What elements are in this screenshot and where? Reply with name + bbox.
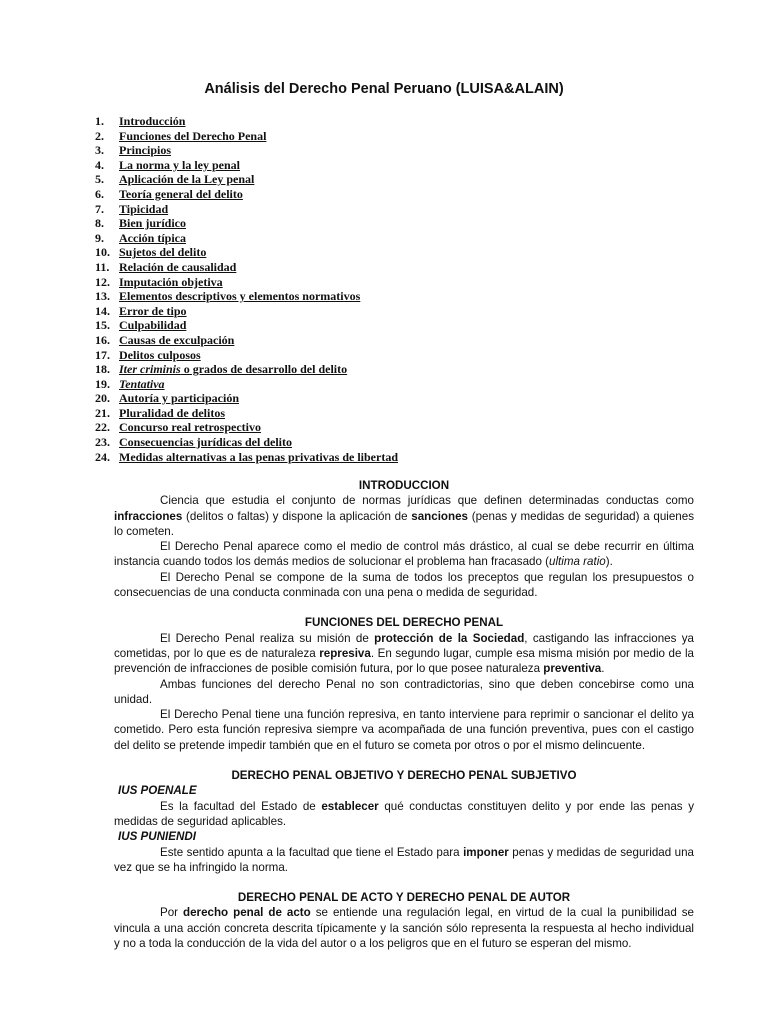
toc-item-text: Autoría y participación	[119, 391, 239, 406]
toc-item-number: 4.	[95, 157, 104, 172]
section-heading-acto-autor: DERECHO PENAL DE ACTO Y DERECHO PENAL DE AUTOR	[237, 891, 571, 905]
text-run: . En segundo lugar, cumple esa misma misión por medio de la prevención de infracciones de posible comisión futura, por lo que posee naturaleza	[114, 646, 695, 676]
subheading-ius-puniendi: IUS PUNIENDI	[118, 830, 196, 844]
toc-item-text: Imputación objetiva	[119, 274, 223, 289]
toc-item-text: Consecuencias jurídicas del delito	[119, 435, 292, 450]
toc-item-link[interactable]	[119, 377, 165, 391]
toc-item[interactable]	[95, 260, 398, 275]
toc-item[interactable]	[95, 435, 398, 450]
text-run: se entiende una regulación legal, en virtud de la cual la punibilidad se vincula a una acción concreta descrita típicamente y la sanción sólo representa la respuesta al hecho individual y no a toda la conducción de la vida del autor o a los peligros que en el futuro se esperan del mismo.	[114, 906, 694, 951]
toc-item-number: 19.	[95, 376, 110, 391]
toc-item-number: 24.	[95, 449, 110, 464]
bold-term: establecer	[321, 799, 379, 813]
text-run: El Derecho Penal aparece como el medio de control más drástico, al cual se debe recurrir en última instancia cuando todos los demás medios de solucionar el problema han fracasado (	[114, 540, 694, 569]
toc-item-number: 6.	[95, 186, 104, 201]
bold-term: infracciones	[114, 509, 183, 523]
toc-item-text: La norma y la ley penal	[119, 157, 241, 172]
toc-item[interactable]	[95, 202, 398, 217]
toc-item-link[interactable]	[119, 202, 168, 216]
paragraph	[114, 539, 694, 570]
bold-term: sanciones	[411, 509, 468, 523]
toc-item-text: Medidas alternativas a las penas privativas de libertad	[119, 449, 399, 464]
table-of-contents	[95, 114, 398, 464]
toc-item[interactable]	[95, 245, 398, 260]
toc-item[interactable]	[95, 114, 398, 129]
toc-item-link[interactable]	[119, 435, 292, 449]
toc-item-text: Principios	[119, 143, 172, 158]
text-run: Por	[160, 906, 184, 920]
toc-item-link[interactable]	[119, 348, 201, 362]
toc-item-link[interactable]	[119, 289, 360, 303]
toc-item-number: 15.	[95, 318, 110, 333]
toc-item[interactable]	[95, 348, 398, 363]
toc-item-text: Sujetos del delito	[119, 245, 207, 260]
toc-item[interactable]	[95, 318, 398, 333]
toc-item[interactable]	[95, 391, 398, 406]
toc-item-number: 20.	[95, 391, 110, 406]
text-run: .	[601, 662, 605, 676]
toc-item-text: Relación de causalidad	[119, 259, 237, 274]
toc-item[interactable]	[95, 450, 398, 465]
toc-item-link[interactable]	[119, 216, 186, 230]
toc-item[interactable]	[95, 289, 398, 304]
toc-item-italic-text: Iter criminis	[119, 362, 181, 377]
toc-item-link[interactable]	[119, 304, 187, 318]
bold-term: imponer	[463, 845, 509, 859]
toc-item-text: Funciones del Derecho Penal	[119, 128, 267, 143]
document-title: Análisis del Derecho Penal Peruano (LUISA&ALAIN)	[204, 81, 564, 97]
toc-item-link[interactable]	[119, 245, 206, 259]
bold-term: represiva	[319, 646, 371, 660]
toc-item-link[interactable]	[119, 362, 347, 376]
toc-item-number: 10.	[95, 245, 110, 260]
toc-item-number: 13.	[95, 289, 110, 304]
paragraph	[114, 799, 694, 830]
toc-item[interactable]	[95, 333, 398, 348]
text-run: El Derecho Penal tiene una función represiva, en tanto interviene para reprimir o sancionar el delito ya cometido. Pero esta función represiva siempre va acompañada de una función preventiva, pues con el castigo del delito se pretende impedir también que en el futuro se cometa por otros o por el mismo delincuente.	[114, 708, 694, 752]
toc-item-text: Teoría general del delito	[119, 186, 243, 201]
toc-item-number: 8.	[95, 216, 104, 231]
paragraph	[114, 631, 694, 677]
toc-item[interactable]	[95, 304, 398, 319]
toc-item[interactable]	[95, 187, 398, 202]
toc-item-text: Elementos descriptivos y elementos normativos	[119, 289, 361, 304]
toc-item[interactable]	[95, 129, 398, 144]
toc-item-link[interactable]	[119, 143, 171, 157]
toc-item-number: 17.	[95, 347, 110, 362]
toc-item-link[interactable]	[119, 231, 186, 245]
toc-item-text: Introducción	[119, 114, 186, 128]
toc-item[interactable]	[95, 158, 398, 173]
toc-item-number: 23.	[95, 435, 110, 450]
toc-item-link[interactable]	[119, 420, 261, 434]
toc-item[interactable]	[95, 231, 398, 246]
toc-item-text: Delitos culposos	[119, 347, 201, 362]
toc-item[interactable]	[95, 420, 398, 435]
bold-term: preventiva	[543, 662, 602, 676]
text-run: El Derecho Penal realiza su misión de	[160, 631, 375, 645]
section-heading-objetivo-subjetivo: DERECHO PENAL OBJETIVO Y DERECHO PENAL SUBJETIVO	[231, 769, 577, 783]
toc-item-text: Concurso real retrospectivo	[119, 420, 261, 435]
paragraph	[114, 707, 694, 753]
toc-item-link[interactable]	[119, 406, 225, 420]
toc-item[interactable]	[95, 362, 398, 377]
bold-term: derecho penal de acto	[183, 906, 311, 920]
paragraph	[114, 570, 694, 601]
text-run: , castigando las infracciones ya cometidas, por lo que es de naturaleza	[114, 631, 694, 660]
toc-item-link[interactable]	[119, 158, 240, 172]
text-run: Este sentido apunta a la facultad que tiene el Estado para	[160, 845, 464, 859]
toc-item-number: 1.	[95, 114, 104, 128]
toc-item-link[interactable]	[119, 129, 266, 143]
text-run: Es la facultad del Estado de	[160, 799, 322, 813]
toc-item-number: 7.	[95, 201, 104, 216]
toc-item-number: 2.	[95, 128, 104, 143]
toc-item-number: 5.	[95, 172, 104, 187]
section-heading-funciones: FUNCIONES DEL DERECHO PENAL	[304, 616, 504, 630]
toc-item-number: 22.	[95, 420, 110, 435]
toc-item-number: 14.	[95, 303, 110, 318]
toc-item-text: Aplicación de la Ley penal	[119, 172, 255, 187]
text-run: qué conductas constituyen delito y por ende las penas y medidas de seguridad aplicables.	[114, 799, 694, 828]
text-run: (delitos o faltas) y dispone la aplicación de	[182, 509, 412, 523]
toc-item-number: 21.	[95, 405, 110, 420]
text-run: Ciencia que estudia el conjunto de normas jurídicas que definen determinadas conductas como	[160, 494, 694, 508]
text-run: ).	[605, 555, 613, 569]
subheading-ius-poenale: IUS POENALE	[118, 784, 197, 798]
toc-item-link[interactable]	[119, 114, 185, 128]
section-heading-introduccion: INTRODUCCION	[358, 479, 450, 492]
toc-item-text: Causas de exculpación	[119, 332, 235, 347]
paragraph	[114, 905, 694, 951]
toc-item-text: Culpabilidad	[119, 318, 187, 333]
text-run: El Derecho Penal se compone de la suma de todos los preceptos que regulan los presupuestos o consecuencias de una conducta conminada con una pena o medida de seguridad.	[114, 570, 694, 600]
toc-item-text: Error de tipo	[119, 303, 187, 318]
toc-item-italic-text: Tentativa	[119, 376, 165, 391]
text-run: Ambas funciones del derecho Penal no son contradictorias, sino que deben concebirse como una unidad.	[114, 677, 694, 706]
toc-item-link[interactable]	[119, 391, 239, 405]
bold-term: protección de la Sociedad	[374, 631, 525, 645]
toc-item-number: 16.	[95, 332, 110, 347]
paragraph	[114, 493, 694, 539]
toc-item-number: 12.	[95, 274, 110, 289]
toc-item-number: 3.	[95, 143, 104, 158]
text-run: (penas y medidas de seguridad) a quienes lo cometen.	[114, 509, 694, 538]
toc-item-text: Tipicidad	[119, 201, 169, 216]
toc-item[interactable]	[95, 377, 398, 392]
toc-item-text: Acción típica	[119, 230, 186, 245]
toc-item-link[interactable]	[119, 450, 398, 464]
paragraph	[114, 677, 694, 708]
toc-item-link[interactable]	[119, 187, 243, 201]
toc-item[interactable]	[95, 275, 398, 290]
paragraph	[114, 845, 694, 876]
toc-item-link[interactable]	[119, 275, 223, 289]
toc-item-text: Pluralidad de delitos	[119, 405, 226, 420]
toc-item-link[interactable]	[119, 260, 236, 274]
toc-item-text: Bien jurídico	[119, 216, 187, 231]
toc-item[interactable]	[95, 216, 398, 231]
toc-item-link[interactable]	[119, 318, 186, 332]
toc-item-number: 18.	[95, 362, 110, 377]
text-run: penas y medidas de seguridad una vez que se ha infringido la norma.	[114, 845, 694, 874]
toc-item-link[interactable]	[119, 172, 254, 186]
italic-term: ultima ratio	[549, 555, 606, 569]
document-body	[114, 478, 694, 951]
toc-item[interactable]	[95, 143, 398, 158]
toc-item-number: 9.	[95, 230, 104, 245]
toc-item[interactable]	[95, 172, 398, 187]
toc-item-link[interactable]	[119, 333, 234, 347]
toc-item[interactable]	[95, 406, 398, 421]
toc-item-text: o grados de desarrollo del delito	[180, 362, 348, 377]
toc-item-number: 11.	[95, 259, 110, 274]
